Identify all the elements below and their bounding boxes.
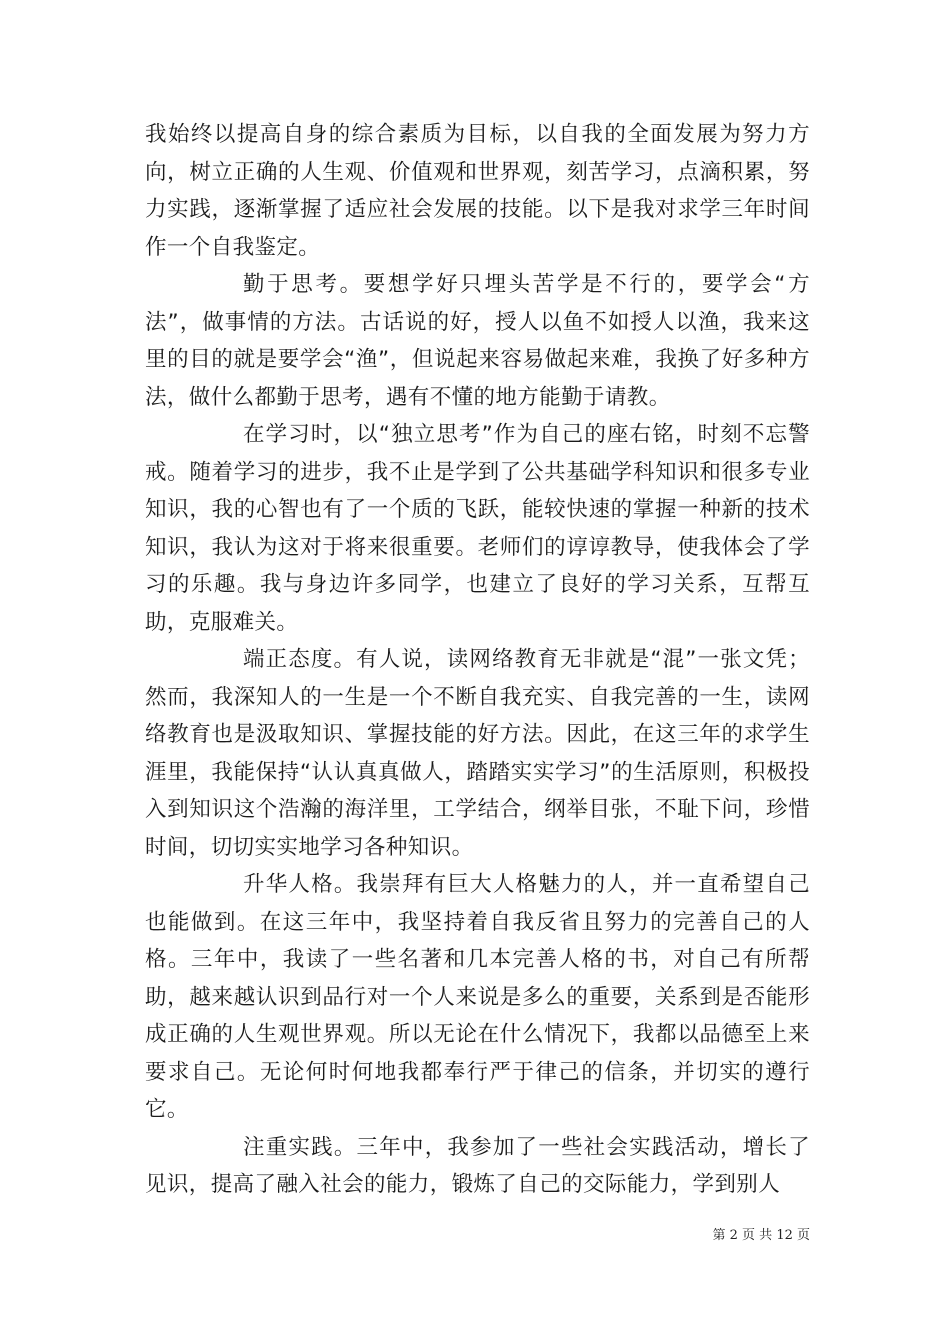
paragraph-intro: 我始终以提高自身的综合素质为目标，以自我的全面发展为努力方向，树立正确的人生观、价值观和世界观，刻苦学习，点滴积累，努力实践，逐渐掌握了适应社会发展的技能。以下是我对求学三年时间作一个自我鉴定。 <box>145 122 810 260</box>
paragraph-attitude: 端正态度。有人说，读网络教育无非就是“混”一张文凭；然而，我深知人的一生是一个不断自我充实、自我完善的一生，读网络教育也是汲取知识、掌握技能的好方法。因此，在这三年的求学生涯里，我能保持“认认真真做人，踏踏实实学习”的生活原则，积极投入到知识这个浩瀚的海洋里，工学结合，纲举目张，不耻下问，珍惜时间，切切实实地学习各种知识。 <box>145 647 810 860</box>
paragraph-practice: 注重实践。三年中，我参加了一些社会实践活动，增长了见识，提高了融入社会的能力，锻炼了自己的交际能力，学到别人 <box>145 1134 810 1197</box>
document-body <box>145 116 810 1204</box>
paragraph-study: 在学习时，以“独立思考”作为自己的座右铭，时刻不忘警戒。随着学习的进步，我不止是学到了公共基础学科知识和很多专业知识，我的心智也有了一个质的飞跃，能较快速的掌握一种新的技术知识，我认为这对于将来很重要。老师们的谆谆教导，使我体会了学习的乐趣。我与身边许多同学，也建立了良好的学习关系，互帮互助，克服难关。 <box>145 422 810 635</box>
page-number-footer: 第 2 页 共 12 页 <box>712 1228 810 1243</box>
paragraph-character: 升华人格。我崇拜有巨大人格魅力的人，并一直希望自己也能做到。在这三年中，我坚持着自我反省且努力的完善自己的人格。三年中，我读了一些名著和几本完善人格的书，对自己有所帮助，越来越认识到品行对一个人来说是多么的重要，关系到是否能形成正确的人生观世界观。所以无论在什么情况下，我都以品德至上来要求自己。无论何时何地我都奉行严于律己的信条，并切实的遵行它。 <box>145 872 810 1122</box>
paragraph-thinking: 勤于思考。要想学好只埋头苦学是不行的，要学会“方法”，做事情的方法。古话说的好，授人以鱼不如授人以渔，我来这里的目的就是要学会“渔”，但说起来容易做起来难，我换了好多种方法，做什么都勤于思考，遇有不懂的地方能勤于请教。 <box>145 272 810 410</box>
